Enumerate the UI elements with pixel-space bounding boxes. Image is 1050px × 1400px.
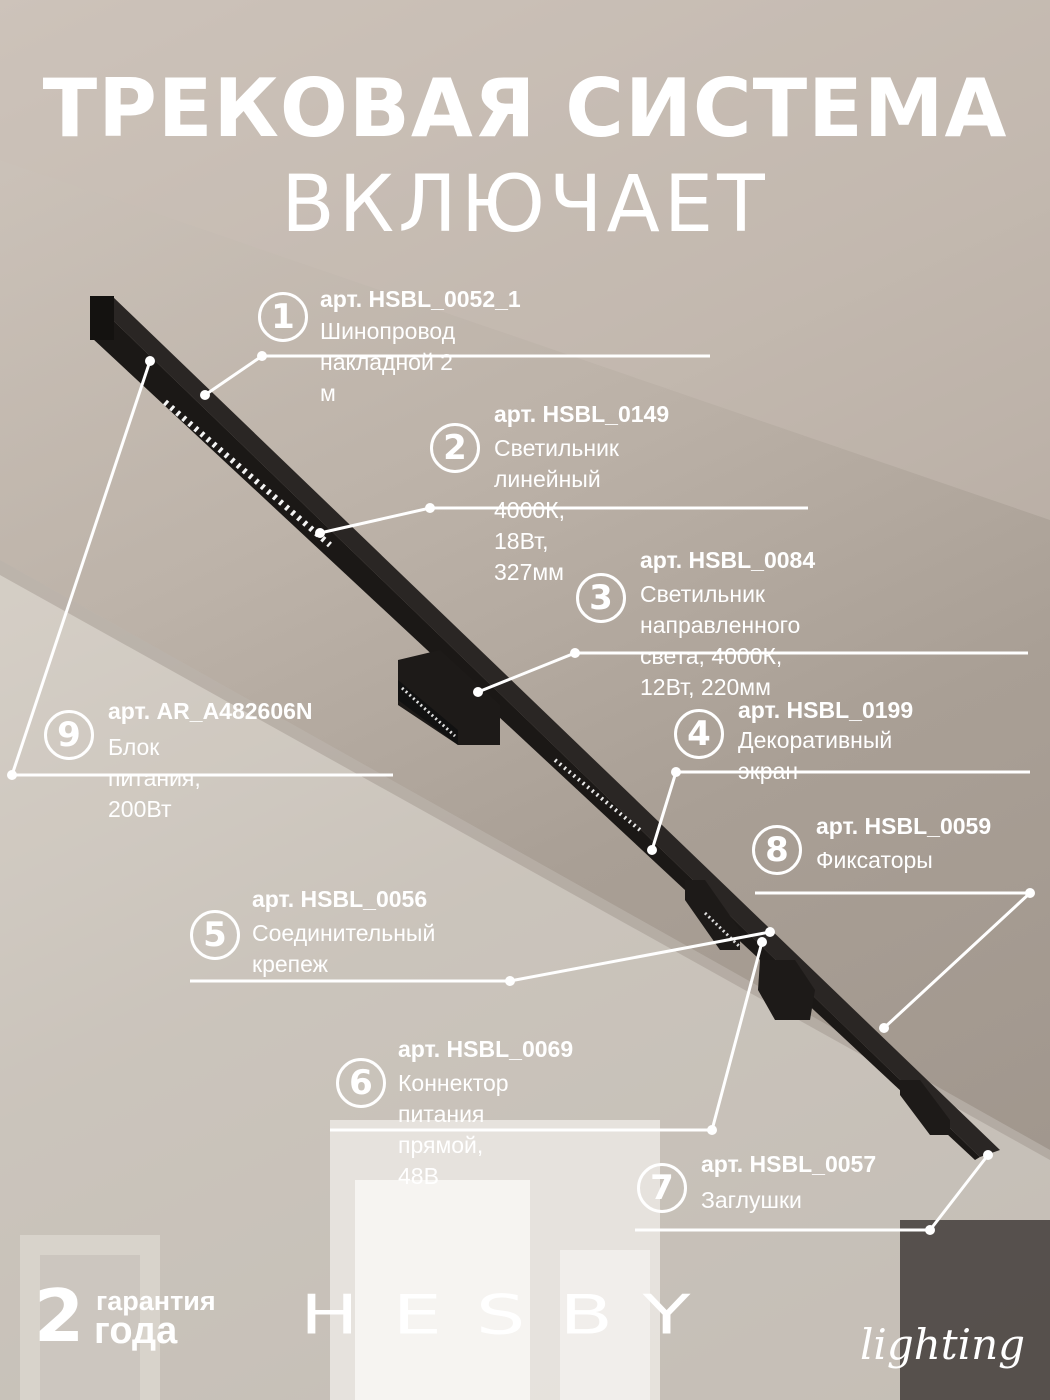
callout-number: 1: [258, 292, 308, 342]
callout-description: Светильник направленного света, 4000К, 12Вт, 220мм: [640, 581, 801, 700]
callout-article: арт. HSBL_0199: [738, 697, 914, 723]
callout-article: арт. HSBL_0056: [252, 886, 428, 912]
main-title: ТРЕКОВАЯ СИСТЕМА: [42, 62, 1008, 155]
callout-number: 2: [430, 423, 480, 473]
callout-article: арт. HSBL_0069: [398, 1036, 574, 1062]
callout-number: 5: [190, 910, 240, 960]
callout-number: 6: [336, 1058, 386, 1108]
brand-tagline: lighting: [860, 1320, 1026, 1369]
callout-description: Блок питания, 200Вт: [108, 734, 201, 822]
callout-description: Соединительный крепеж: [252, 920, 436, 977]
callout-article: арт. HSBL_0057: [701, 1151, 877, 1177]
callout-number: 9: [44, 710, 94, 760]
warranty-years: 2: [34, 1274, 85, 1358]
callout-number: 7: [637, 1163, 687, 1213]
callout-description: Светильник линейный 4000К, 18Вт, 327мм: [494, 435, 619, 585]
callout-article: арт. HSBL_0149: [494, 401, 670, 427]
callout-number: 8: [752, 825, 802, 875]
callout-article: арт. HSBL_0052_1: [320, 286, 521, 312]
callout-article: арт. AR_A482606N: [108, 698, 313, 724]
main-subtitle: ВКЛЮЧАЕТ: [281, 160, 769, 250]
callout-description: Шинопровод накладной 2 м: [320, 318, 456, 406]
callout-number: 4: [674, 709, 724, 759]
callout-article: арт. HSBL_0084: [640, 547, 816, 573]
callout-description: Декоративный экран: [738, 727, 893, 784]
callout-description: Заглушки: [701, 1187, 802, 1213]
callout-article: арт. HSBL_0059: [816, 813, 992, 839]
callout-description: Коннектор питания прямой, 48В: [398, 1070, 509, 1189]
callout-number: 3: [576, 573, 626, 623]
warranty-unit: года: [94, 1310, 178, 1352]
callout-description: Фиксаторы: [816, 847, 933, 873]
warranty-label: гарантия: [96, 1286, 216, 1316]
brand-logo: HESBY: [300, 1284, 725, 1347]
